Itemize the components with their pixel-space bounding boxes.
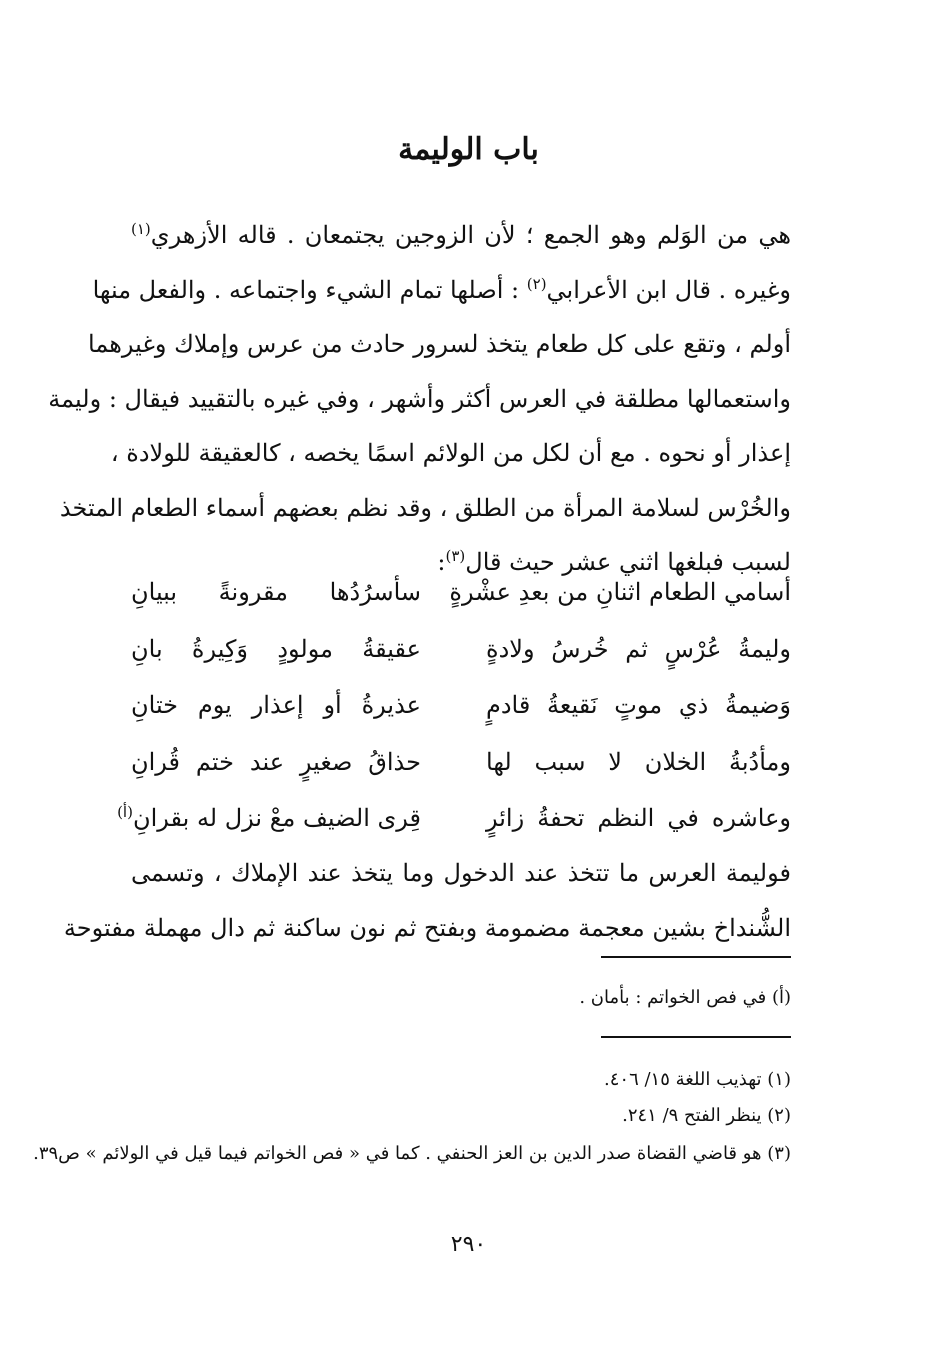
footnote-ref[interactable]: (١)	[131, 220, 151, 238]
verse-first-hemistich: ومأدُبةُ الخلان لا سبب لها	[486, 747, 791, 776]
text-line: واستعمالها مطلقة في العرس أكثر وأشهر ، وفي غيره بالتقييد فيقال : وليمة	[48, 384, 791, 413]
verse-row	[117, 790, 791, 847]
paragraph-intro	[48, 208, 791, 590]
verse-first-hemistich: أسامي الطعام اثنانِ من بعدِ عشْرةٍ	[449, 578, 791, 606]
text-line: فوليمة العرس ما تتخذ عند الدخول وما يتخذ عند الإملاك ، وتسمى	[131, 859, 791, 887]
text-line: الشُّنداخ بشين معجمة مضمومة وبفتح ثم نون ساكنة ثم دال مهملة مفتوحة	[63, 913, 791, 942]
text-line: لسبب فبلغها اثني عشر حيث قال$^{(٣)}$:	[437, 547, 791, 576]
footnote-ref[interactable]: (٢)	[526, 274, 547, 293]
footnote-1: (١) تهذيب اللغة ١٥/ ٤٠٦.	[604, 1069, 791, 1090]
verse-row	[131, 734, 791, 791]
verse-second-hemistich: قِرى الضيف معْ نزل له بقرانِ$^{(أ)}$	[117, 803, 421, 832]
verse-first-hemistich: وليمةُ عُرْسٍ ثم خُرسُ ولادةٍ	[486, 634, 791, 663]
verse-first-hemistich: وعاشره في النظم تحفةُ زائرٍ	[486, 804, 791, 832]
footnote-3: (٣) هو قاضي القضاة صدر الدين بن العز الحنفي . كما في « فص الخواتم فيما قيل في الولائم » ص٣٩.	[33, 1143, 791, 1164]
verse-second-hemistich: عقيقةُ مولودٍ وَكِيرةُ بانِ	[131, 634, 421, 663]
footnote-2: (٢) ينظر الفتح ٩/ ٢٤١.	[622, 1105, 791, 1126]
footnote-divider	[601, 1036, 791, 1038]
text-line: وغيره . قال ابن الأعرابي$^{(٢)}$ : أصلها تمام الشيء واجتماعه . والفعل منها	[92, 274, 791, 304]
verse-first-hemistich: وَضيمةُ ذي موتٍ نَقيعةُ قادمٍ	[486, 691, 791, 719]
text-line: هي من الوَلم وهو الجمع ؛ لأن الزوجين يجتمعان . قاله الأزهري$^{(١)}$	[131, 220, 791, 249]
variant-divider	[601, 956, 791, 958]
verse-second-hemistich: سأسرُدُها مقرونةً ببيانِ	[131, 578, 421, 606]
text-line: إعذار أو نحوه . مع أن لكل من الولائم اسمًا يخصه ، كالعقيقة للولادة ،	[110, 439, 791, 467]
page-number: ٢٩٠	[450, 1232, 487, 1257]
paragraph-continuation	[63, 846, 791, 955]
chapter-title: باب الوليمة	[398, 132, 539, 167]
variant-note: (أ) في فص الخواتم : بأمان .	[579, 987, 791, 1008]
verse-row	[131, 621, 791, 678]
variant-ref[interactable]: (أ)	[117, 803, 133, 821]
text-line: أولم ، وتقع على كل طعام يتخذ لسرور حادث من عرس وإملاك وغيرهما	[88, 330, 791, 358]
text-line: والخُرْس لسلامة المرأة من الطلق ، وقد نظم بعضهم أسماء الطعام المتخذ	[59, 493, 791, 522]
poem	[117, 564, 791, 847]
verse-row	[131, 677, 791, 734]
verse-second-hemistich: عذيرةُ أو إعذار يوم ختانِ	[131, 691, 421, 719]
verse-second-hemistich: حذاقُ صغيرٍ عند ختم قُرانِ	[131, 747, 421, 776]
verse-row	[131, 564, 791, 621]
footnote-ref[interactable]: (٣)	[445, 547, 466, 565]
